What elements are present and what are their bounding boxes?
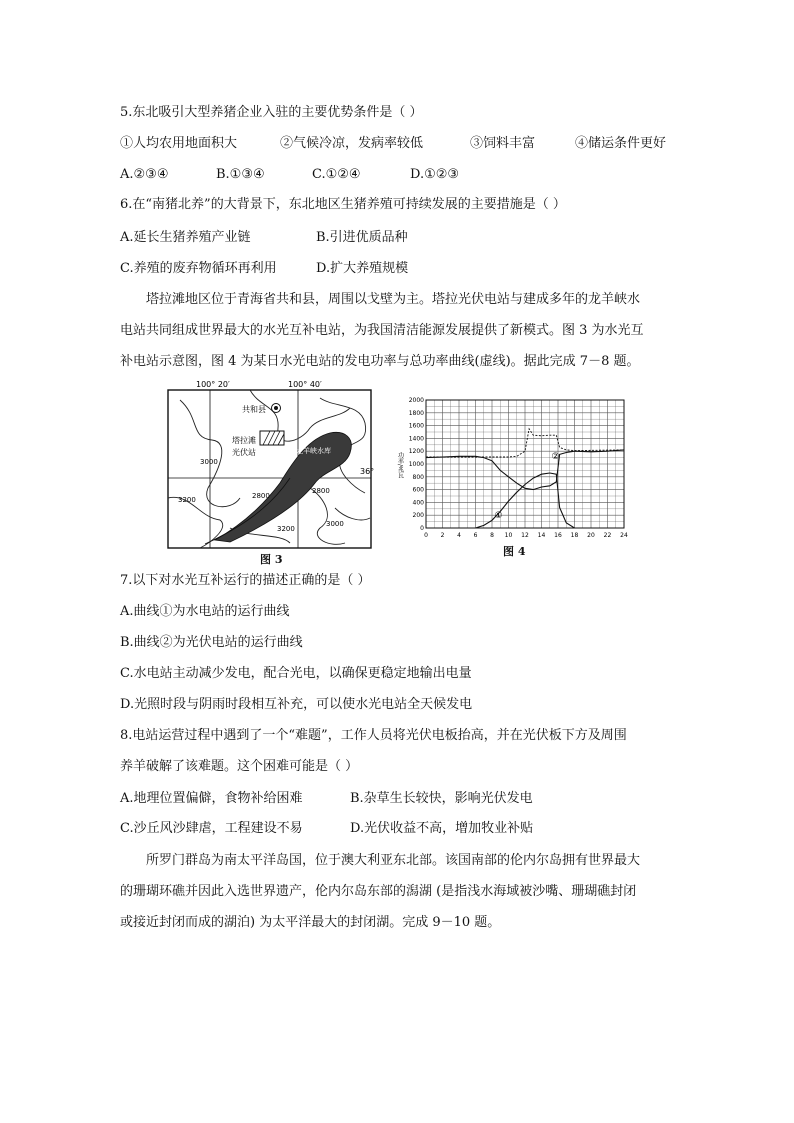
q5-option-a: A.②③④	[120, 167, 169, 182]
q5-item-3: ③饲料丰富	[470, 136, 536, 151]
x-tick-label: 0	[424, 532, 428, 539]
y-tick-label: 1400	[408, 435, 424, 443]
figure-4-caption: 图 4	[503, 545, 526, 558]
figure-3-caption: 图 3	[260, 553, 283, 566]
q7-option-c: C.水电站主动减少发电，配合光电，以确保更稳定地输出电量	[120, 666, 472, 681]
curve-label-1: ①	[494, 510, 503, 521]
y-tick-label: 200	[412, 512, 424, 520]
q5-stem: 5.东北吸引大型养猪企业入驻的主要优势条件是（ ）	[120, 105, 423, 120]
contour-value-2: 3200	[277, 525, 295, 533]
town-label: 共和县	[242, 405, 266, 414]
figure-4-chart	[398, 392, 634, 542]
q8-option-a: A.地理位置偏僻，食物补给困难	[120, 791, 303, 806]
passage1-line-1: 塔拉滩地区位于青海省共和县，周围以戈壁为主。塔拉光伏电站与建成多年的龙羊峡水	[146, 292, 641, 307]
y-tick-label: 1200	[408, 448, 424, 456]
x-tick-label: 20	[587, 532, 595, 539]
x-tick-label: 2	[440, 532, 445, 539]
x-tick-label: 18	[570, 532, 579, 539]
q6-stem: 6.在“南猪北养”的大背景下，东北地区生猪养殖可持续发展的主要措施是（ ）	[120, 197, 566, 212]
y-tick-label: 400	[412, 499, 424, 507]
q6-option-a: A.延长生猪养殖产业链	[120, 230, 251, 245]
contour-value-4: 2800	[312, 487, 330, 495]
q6-option-b: B.引进优质品种	[316, 230, 408, 245]
x-tick-label: 10	[504, 532, 513, 539]
contour-value-1: 3000	[200, 458, 218, 466]
contour-value-6: 3200	[178, 496, 196, 504]
q8-option-d: D.光伏收益不高，增加牧业补贴	[350, 821, 534, 836]
y-tick-label: 1800	[408, 409, 424, 417]
contour-value-3: 2800	[252, 492, 270, 500]
q5-option-b: B.①③④	[216, 167, 265, 182]
q5-option-c: C.①②④	[312, 167, 361, 182]
x-tick-label: 24	[620, 532, 628, 539]
contour-value-5: 3000	[326, 520, 344, 528]
q6-option-c: C.养殖的废弃物循环再利用	[120, 261, 277, 276]
pv-label-2: 光伏站	[232, 448, 256, 457]
reservoir-label: 龙羊峡水库	[296, 447, 331, 455]
q8-stem-line-2: 养羊破解了该难题。这个困难可能是（ ）	[120, 759, 359, 774]
q5-item-2: ②气候冷凉，发病率较低	[280, 136, 424, 151]
x-tick-label: 14	[537, 532, 546, 539]
lon-label-1: 100° 20′	[196, 380, 230, 389]
q5-item-4: ④储运条件更好	[575, 136, 667, 151]
passage1-line-3: 补电站示意图，图 4 为某日水光电站的发电功率与总功率曲线(虚线)。据此完成 7－8 题。	[120, 354, 640, 369]
passage2-line-3: 或接近封闭而成的湖泊) 为太平洋最大的封闭湖。完成 9－10 题。	[120, 915, 501, 930]
lon-label-2: 100° 40′	[288, 380, 322, 389]
x-tick-label: 22	[603, 532, 612, 539]
passage2-line-2: 的珊瑚环礁并因此入选世界遗产，伦内尔岛东部的潟湖 (是指浅水海域被沙嘴、珊瑚礁封闭	[120, 884, 637, 899]
curve-label-2: ②	[551, 451, 560, 462]
y-tick-label: 2000	[408, 397, 424, 404]
chart-ylabel: 功率/兆瓦	[396, 452, 404, 479]
x-tick-label: 12	[521, 532, 529, 539]
x-tick-label: 16	[554, 532, 562, 539]
q6-option-d: D.扩大养殖规模	[316, 261, 409, 276]
figure-3-map	[160, 378, 380, 570]
y-tick-label: 0	[420, 525, 424, 532]
y-tick-label: 1000	[408, 461, 424, 468]
q8-option-c: C.沙丘风沙肆虐，工程建设不易	[120, 821, 303, 836]
q8-option-b: B.杂草生长较快，影响光伏发电	[350, 791, 533, 806]
y-tick-label: 600	[412, 486, 424, 494]
q7-option-b: B.曲线②为光伏电站的运行曲线	[120, 635, 303, 650]
x-tick-label: 4	[457, 532, 461, 539]
pv-label-1: 塔拉滩	[232, 436, 256, 445]
passage1-line-2: 电站共同组成世界最大的水光互补电站，为我国清洁能源发展提供了新模式。图 3 为水光互	[120, 323, 644, 338]
y-tick-label: 800	[412, 473, 424, 481]
pv-station-icon	[260, 431, 284, 445]
q7-option-d: D.光照时段与阴雨时段相互补充，可以使水光电站全天候发电	[120, 697, 473, 712]
q5-option-d: D.①②③	[410, 167, 460, 182]
passage2-line-1: 所罗门群岛为南太平洋岛国，位于澳大利亚东北部。该国南部的伦内尔岛拥有世界最大	[146, 853, 641, 868]
x-tick-label: 6	[473, 532, 478, 539]
lat-label: 36°	[360, 467, 375, 476]
q7-stem: 7.以下对水光互补运行的描述正确的是（ ）	[120, 573, 371, 588]
q8-stem-line-1: 8.电站运营过程中遇到了一个“难题”，工作人员将光伏电板抬高，并在光伏板下方及周围	[120, 728, 627, 743]
q5-item-1: ①人均农用地面积大	[120, 136, 238, 151]
q7-option-a: A.曲线①为水电站的运行曲线	[120, 604, 290, 619]
x-tick-label: 8	[490, 532, 494, 539]
y-tick-label: 1600	[408, 422, 424, 430]
